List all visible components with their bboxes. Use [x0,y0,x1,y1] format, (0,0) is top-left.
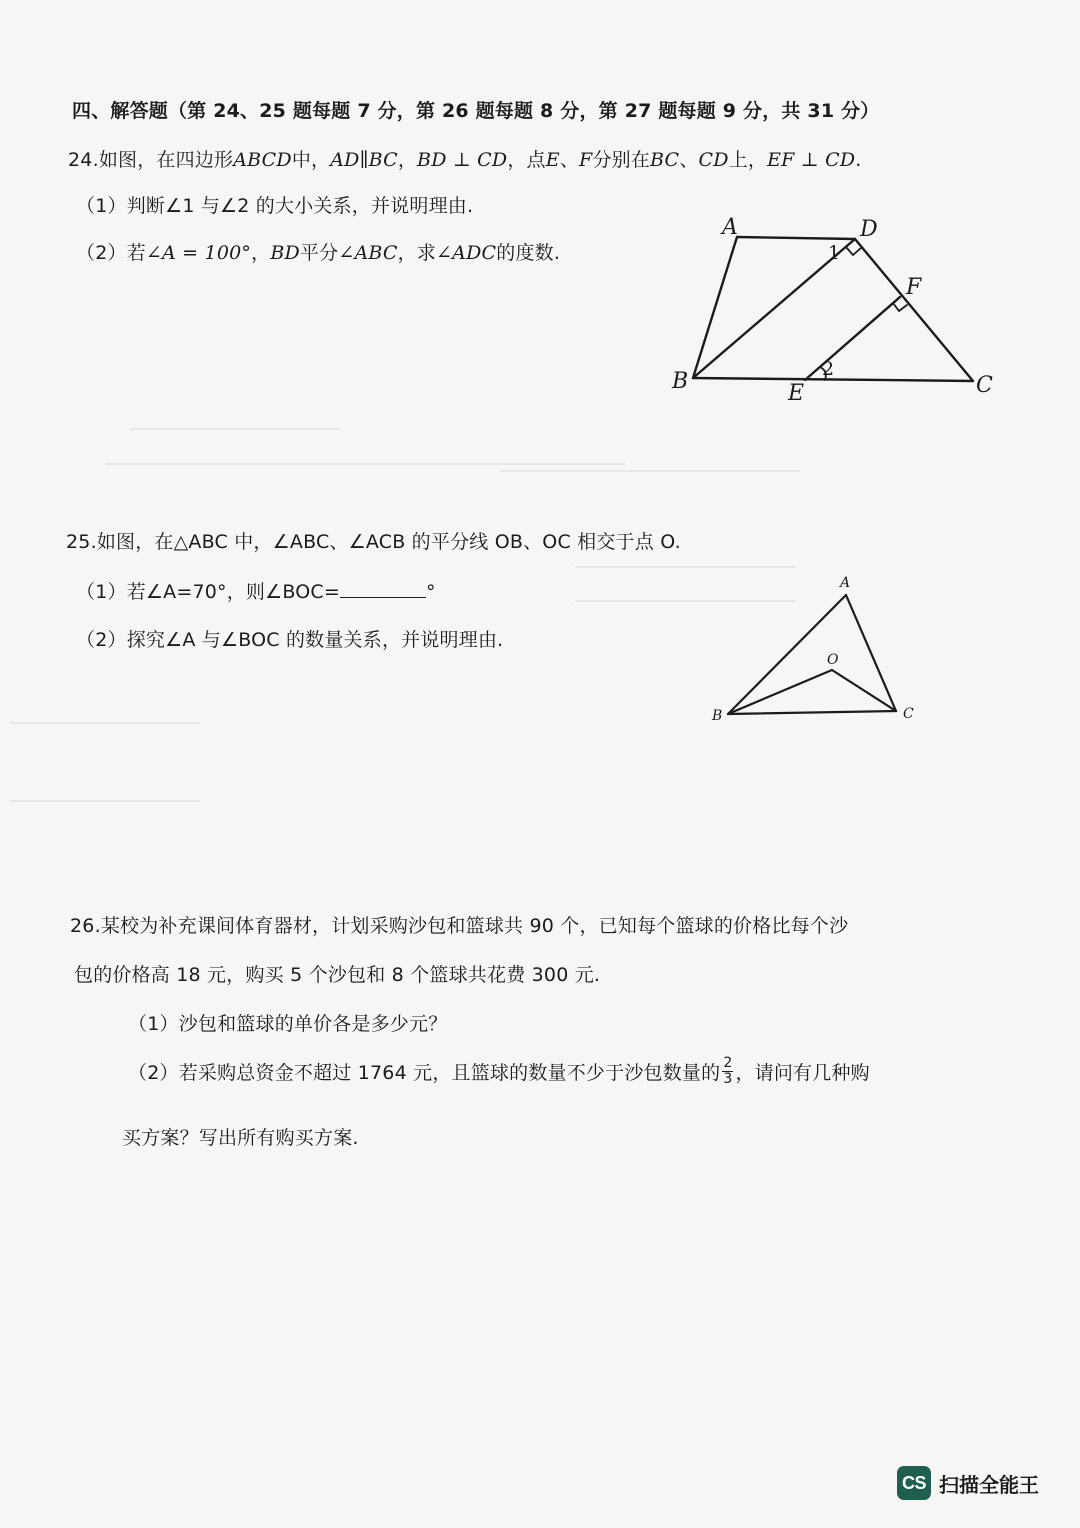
q24-part1: （1）判断∠1 与∠2 的大小关系，并说明理由. [76,195,474,217]
q25-part2: （2）探究∠A 与∠BOC 的数量关系，并说明理由. [76,629,504,651]
segment-bc [728,711,896,714]
segment-ob [728,670,832,714]
q24-stem-text: ，点 [507,149,546,171]
q24-stem-math: ABCD [233,149,292,171]
label-d: D [860,217,878,242]
q24-part2-math: BD [270,242,300,264]
q24-part2-text: ，求 [397,242,437,264]
bleed-through-mark [105,463,625,465]
label-c: C [976,373,993,398]
q24-stem-math: BD ⊥ CD [417,149,508,171]
fraction-denominator: 3 [723,1071,733,1087]
q24-stem-math: E [545,149,560,171]
q24-part2-text: （2）若 [76,242,146,264]
q24-stem-text: 、 [559,149,580,171]
q26-part2-text: （2）若采购总资金不超过 1764 元，且篮球的数量不少于沙包数量的 [128,1062,721,1084]
q24-part2-math: ∠ABC [338,242,398,264]
scanner-app-name: 扫描全能王 [939,1472,1039,1497]
segment-ac [846,595,896,711]
q24-part2-text: 的度数. [496,242,561,264]
label-a: A [722,215,738,240]
q24-stem-text: 24.如图，在四边形 [68,149,234,171]
bleed-through-mark [575,566,795,568]
right-angle-mark-d [846,247,862,255]
q25-stem: 25.如图，在△ABC 中，∠ABC、∠ACB 的平分线 OB、OC 相交于点 O. [66,531,681,553]
label-o: O [827,652,839,668]
q25-part1 [76,577,436,604]
q24-part2-math: ∠ADC [436,242,497,264]
label-angle-2: 2 [822,358,835,380]
label-b: B [672,369,689,394]
scanner-watermark [897,1466,1039,1500]
segment-ef [805,297,900,380]
q26-line1: 26.某校为补充课间体育器材，计划采购沙包和篮球共 90 个，已知每个篮球的价格比每个沙 [70,915,849,937]
segment-ab [693,237,737,378]
q24-stem-math: BC [650,149,680,171]
q24-stem-text: 中， [291,149,331,171]
segment-ad [737,237,855,239]
bleed-through-mark [130,428,340,430]
answer-blank[interactable] [340,579,426,598]
q26-part2 [128,1055,870,1089]
bleed-through-mark [10,722,200,724]
section-heading: 四、解答题（第 24、25 题每题 7 分，第 26 题每题 8 分，第 27 题每题 9 分，共 31 分） [72,100,880,122]
q24-stem-text: . [855,149,862,171]
bleed-through-mark [10,800,200,802]
label-f: F [906,275,922,300]
segment-dc [855,239,973,381]
q24-stem-text: 、 [679,149,699,171]
q25-part1-degree: ° [426,581,436,603]
q26-part2-line2: 买方案？写出所有购买方案. [122,1127,359,1149]
q24-figure [660,210,1010,410]
q24-stem-math: F [579,149,593,171]
q24-stem-text: ， [397,149,418,171]
q25-figure [700,570,930,730]
q24-part2-text: 平分 [299,242,339,264]
camscanner-logo-icon: CS [897,1466,931,1500]
q26-part2-text: ，请问有几种购 [735,1062,870,1084]
label-e: E [788,381,805,406]
q26-part1: （1）沙包和篮球的单价各是多少元？ [128,1013,448,1035]
q24-stem-math: AD∥BC [330,149,398,171]
q24-part2-math: ∠A = 100° [145,242,252,264]
label-a: A [840,575,851,591]
q24-stem-text: 上， [728,149,768,171]
q24-stem-text: 分别在 [592,149,651,171]
bleed-through-mark [500,470,800,472]
q25-part1-text: （1）若∠A=70°，则∠BOC= [76,581,340,603]
q24-stem [68,145,862,172]
right-angle-mark-f [893,303,907,311]
q24-part2 [76,238,560,265]
label-b: B [712,708,723,724]
label-angle-1: 1 [828,242,841,264]
q26-line2: 包的价格高 18 元，购买 5 个沙包和 8 个篮球共花费 300 元. [74,964,601,986]
q24-stem-math: EF ⊥ CD [767,149,856,171]
q24-stem-math: CD [698,149,729,171]
q24-part2-text: ， [251,242,271,264]
fraction-numerator: 2 [723,1055,733,1071]
label-c: C [903,706,914,722]
fraction-two-thirds [722,1056,733,1087]
